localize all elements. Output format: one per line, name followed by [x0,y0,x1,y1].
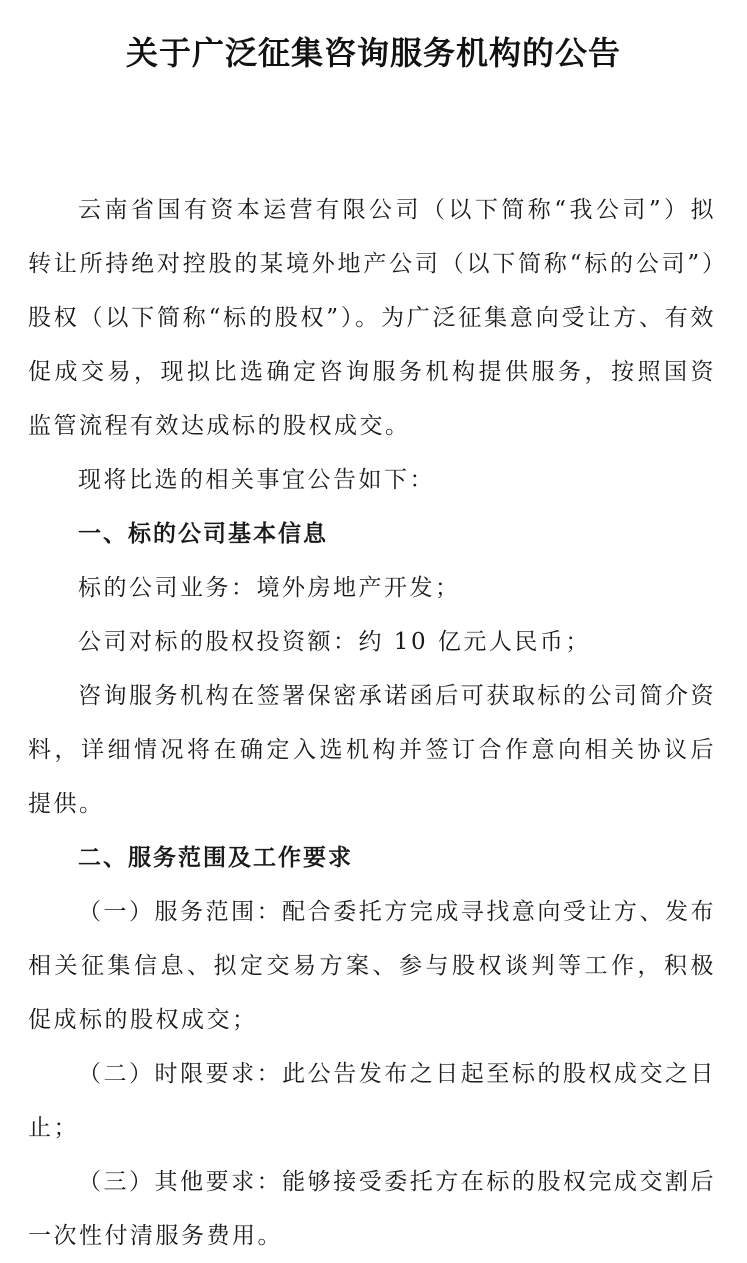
document-title: 关于广泛征集咨询服务机构的公告 [125,34,621,72]
materials-paragraph: 咨询服务机构在签署保密承诺函后可获取标的公司简介资料，详细情况将在确定入选机构并签订合作意向相关协议后提供。 [28,683,716,817]
section-1-heading: 一、标的公司基本信息 [78,521,328,547]
document-body [28,183,716,1263]
other-requirement: （三）其他要求：能够接受委托方在标的股权完成交割后一次性付清服务费用。 [28,1169,716,1249]
intro-paragraph: 云南省国有资本运营有限公司（以下简称“我公司”）拟转让所持绝对控股的某境外地产公司（以下简称“标的公司”）股权（以下简称“标的股权”）。为广泛征集意向受让方、有效促成交易，现拟比选确定咨询服务机构提供服务，按照国资监管流程有效达成标的股权成交。 [28,197,716,439]
investment-amount: 公司对标的股权投资额：约 10 亿元人民币； [78,629,591,655]
lead-paragraph: 现将比选的相关事宜公告如下： [78,467,435,493]
service-scope: （一）服务范围：配合委托方完成寻找意向受让方、发布相关征集信息、拟定交易方案、参与股权谈判等工作，积极促成标的股权成交； [28,899,716,1033]
target-business: 标的公司业务：境外房地产开发； [78,575,461,601]
section-2-heading: 二、服务范围及工作要求 [78,845,353,871]
time-requirement: （二）时限要求：此公告发布之日起至标的股权成交之日止； [28,1061,716,1141]
